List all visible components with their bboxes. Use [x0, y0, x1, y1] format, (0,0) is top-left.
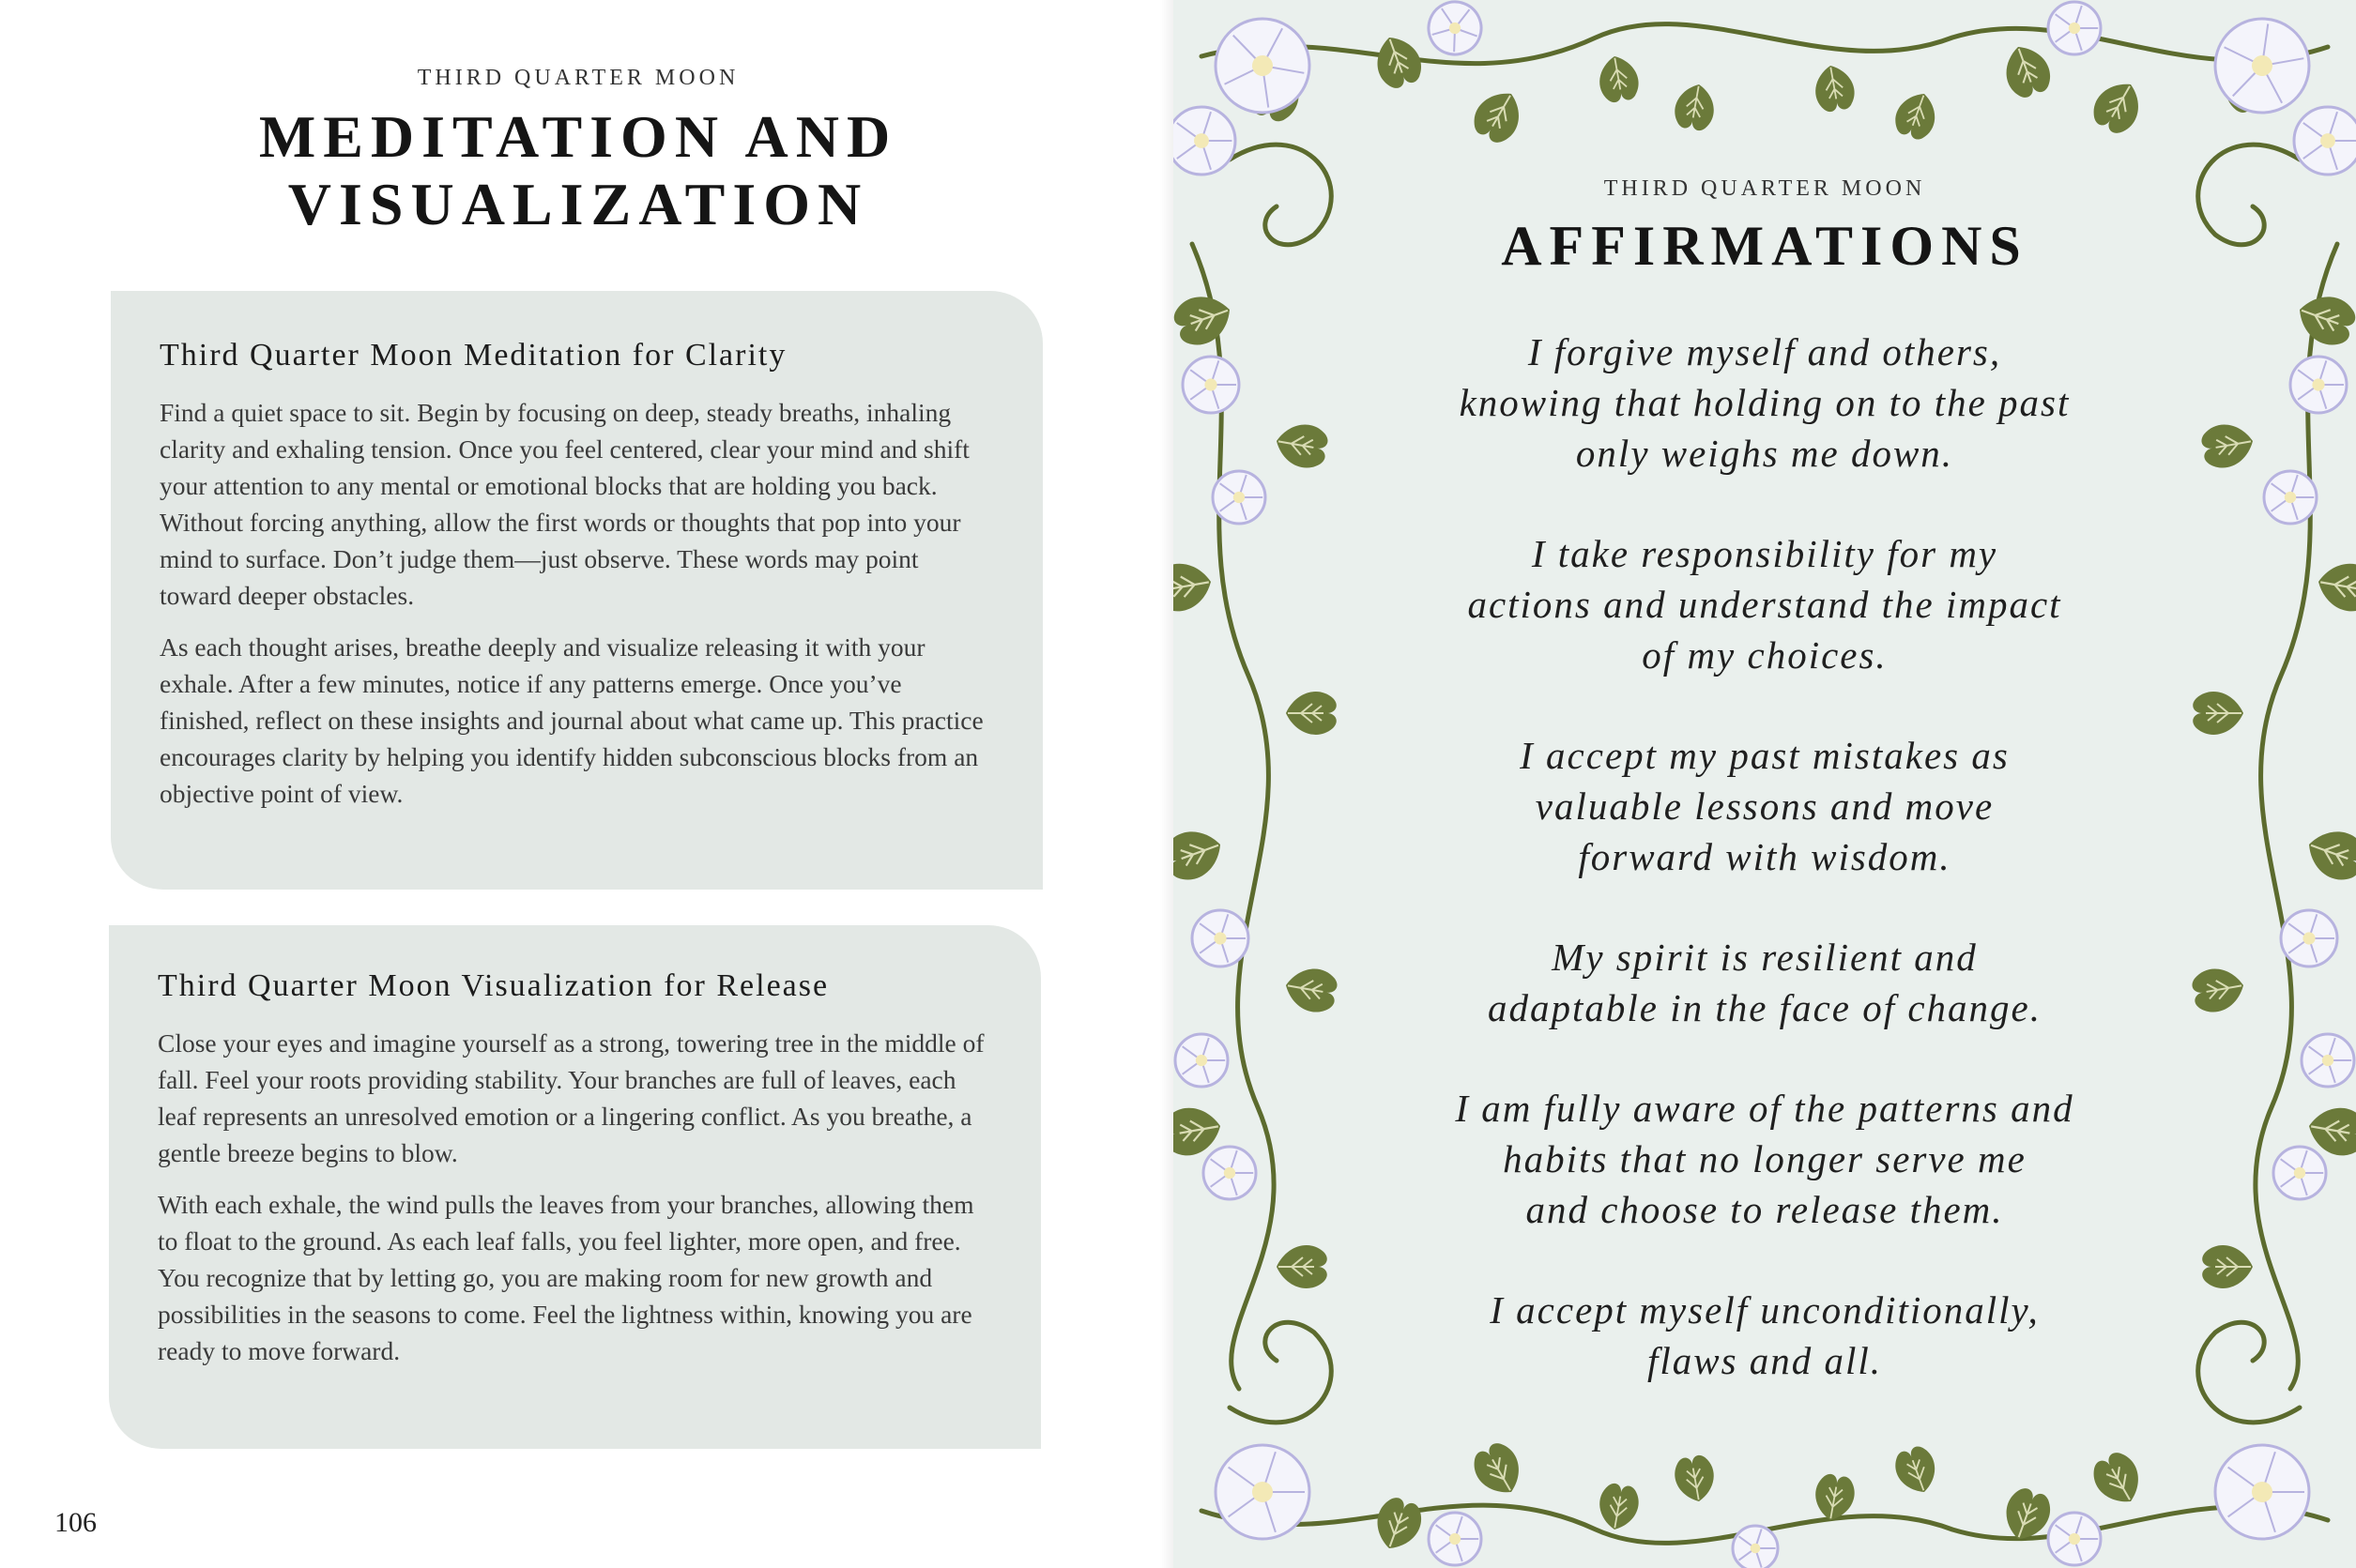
- affirmation-6: I accept myself unconditionally, flaws and all.: [1490, 1288, 2040, 1382]
- right-page: [1173, 0, 2356, 1568]
- leaf-icon: [1596, 1482, 1642, 1533]
- leaf-icon: [2087, 1447, 2149, 1513]
- left-page: [0, 0, 1173, 1568]
- meditation-box: [111, 291, 1043, 890]
- affirmation-4: My spirit is resilient and adaptable in the face of change.: [1487, 936, 2042, 1029]
- leaf-icon: [2087, 74, 2149, 140]
- visualization-paragraph-1: Close your eyes and imagine yourself as a strong, towering tree in the middle of fall. Feel your roots providing stability. Your branches are full of leaves, each leaf represents an unresolved emotion or a lingering conflict. As you breathe, a gentle breeze begins to blow.: [158, 1028, 985, 1167]
- morning-glory-flower-icon: [2208, 11, 2317, 120]
- left-page-kicker: THIRD QUARTER MOON: [417, 66, 740, 90]
- morning-glory-flower-icon: [2048, 2, 2101, 54]
- meditation-paragraph-1: Find a quiet space to sit. Begin by focusing on deep, steady breaths, inhaling clarity and exhaling tension. Once you feel centered, clear your mind and shift your attention to any mental or emotional blocks that are holding you back. Without forcing anything, allow the first words or thoughts that pop into your mind to surface. Don’t judge them—just observe. These words may point toward deeper obstacles.: [160, 398, 970, 610]
- affirmations-list: [1173, 327, 2356, 1436]
- left-page-title: [0, 103, 1156, 238]
- leaf-icon: [1890, 1442, 1942, 1499]
- leaf-icon: [1369, 30, 1427, 92]
- leaf-icon: [1672, 81, 1718, 132]
- leaf-icon: [1467, 1438, 1530, 1503]
- leaf-icon: [1369, 1494, 1427, 1556]
- morning-glory-flower-icon: [1421, 0, 1489, 62]
- affirmation-1: I forgive myself and others, knowing that holding on to the past only weighs me down.: [1459, 330, 2071, 475]
- morning-glory-flower-icon: [2048, 1513, 2101, 1565]
- morning-glory-flower-icon: [1216, 1445, 1309, 1539]
- morning-glory-flower-icon: [2294, 107, 2356, 175]
- left-page-title-text: MEDITATION AND VISUALIZATION: [258, 103, 898, 237]
- visualization-heading: Third Quarter Moon Visualization for Release: [158, 968, 830, 1003]
- right-page-kicker: THIRD QUARTER MOON: [1603, 176, 1926, 201]
- morning-glory-flower-icon: [2215, 1445, 2309, 1539]
- leaf-icon: [1467, 84, 1530, 149]
- morning-glory-flower-icon: [1429, 1513, 1481, 1565]
- book-gutter: [1160, 0, 1173, 1568]
- visualization-paragraph-2: With each exhale, the wind pulls the leaves from your branches, allowing them to float to the ground. As each leaf falls, you feel lighter, more open, and free. You recognize that by letting go, you are making room for new growth and possibilities in the seasons to come. Feel the lightness within, knowing you are ready to move forward.: [158, 1190, 974, 1365]
- morning-glory-flower-icon: [1208, 11, 1317, 120]
- morning-glory-flower-icon: [1173, 107, 1235, 175]
- affirmation-2: I take responsibility for my actions and understand the impact of my choices.: [1467, 532, 2062, 677]
- page-number: 106: [54, 1507, 97, 1538]
- right-page-title: AFFIRMATIONS: [1501, 215, 2028, 277]
- meditation-heading: Third Quarter Moon Meditation for Clarity: [160, 338, 788, 373]
- meditation-paragraph-2: As each thought arises, breathe deeply and visualize releasing it with your exhale. After a few minutes, notice if any patterns emerge. Once you’ve finished, reflect on these insights and journal about what came up. This practice encourages clarity by helping you identify hidden subconscious blocks from an objective point of view.: [160, 632, 984, 808]
- leaf-icon: [1890, 87, 1942, 144]
- leaf-icon: [1997, 39, 2056, 101]
- visualization-box: [109, 925, 1041, 1449]
- morning-glory-flower-icon: [1733, 1526, 1778, 1568]
- leaf-icon: [1596, 53, 1642, 104]
- affirmation-3: I accept my past mistakes as valuable lessons and move forward with wisdom.: [1520, 734, 2010, 878]
- leaf-icon: [1672, 1454, 1718, 1505]
- affirmation-5: I am fully aware of the patterns and habits that no longer serve me and choose to release them.: [1455, 1087, 2074, 1231]
- leaf-icon: [1812, 62, 1858, 114]
